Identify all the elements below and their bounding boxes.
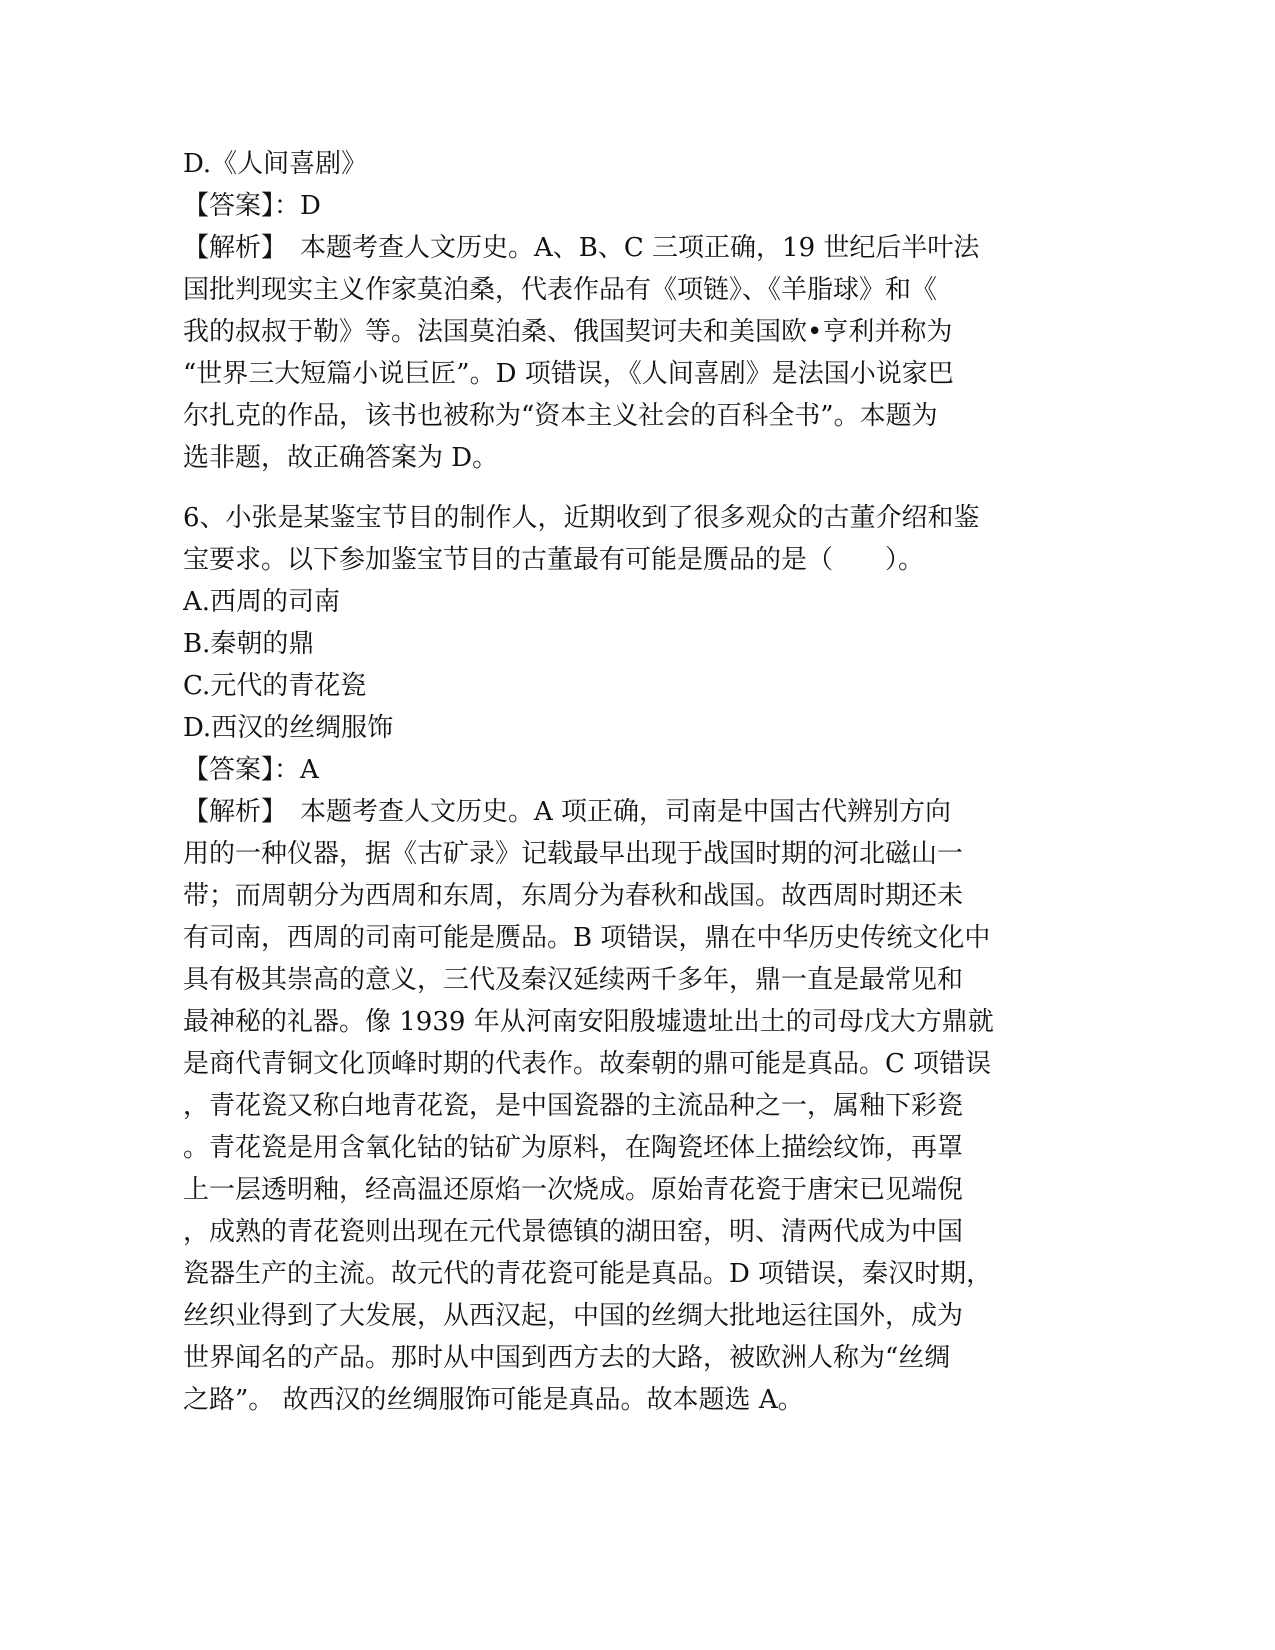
question-spacer: [183, 479, 1043, 497]
q6-option-d: D.西汉的丝绸服饰: [183, 713, 394, 743]
analysis-line: 用的一种仪器，据《古矿录》记载最早出现于战国时期的河北磁山一: [183, 839, 964, 869]
analysis-line: 选非题，故正确答案为 D。: [183, 443, 499, 473]
q6-stem: [183, 497, 1043, 581]
analysis-line: 【解析】 本题考查人文历史。A 项正确，司南是中国古代辨别方向: [183, 797, 952, 827]
analysis-line: 丝织业得到了大发展，从西汉起，中国的丝绸大批地运往国外，成为: [183, 1301, 964, 1331]
q5-option-d: D.《人间喜剧》: [183, 149, 368, 179]
analysis-line: 国批判现实主义作家莫泊桑，代表作品有《项链》、《羊脂球》和《: [183, 275, 938, 305]
q6-analysis: [183, 791, 1043, 1421]
question-stem-line: 宝要求。以下参加鉴宝节目的古董最有可能是赝品的是（ ）。: [183, 545, 925, 575]
q5-analysis: [183, 227, 1043, 479]
question-stem-line: 6、小张是某鉴宝节目的制作人，近期收到了很多观众的古董介绍和鉴: [183, 503, 980, 533]
analysis-line: “世界三大短篇小说巨匠”。D 项错误，《人间喜剧》是法国小说家巴: [183, 359, 954, 389]
analysis-line: 我的叔叔于勒》等。法国莫泊桑、俄国契诃夫和美国欧•亨利并称为: [183, 317, 953, 347]
analysis-line: 带；而周朝分为西周和东周，东周分为春秋和战国。故西周时期还未: [183, 881, 964, 911]
analysis-line: 瓷器生产的主流。故元代的青花瓷可能是真品。D 项错误，秦汉时期，: [183, 1259, 993, 1289]
analysis-line: ，青花瓷又称白地青花瓷，是中国瓷器的主流品种之一，属釉下彩瓷: [183, 1091, 964, 1121]
analysis-line: 是商代青铜文化顶峰时期的代表作。故秦朝的鼎可能是真品。C 项错误: [183, 1049, 992, 1079]
q6-option-b: B.秦朝的鼎: [183, 629, 315, 659]
analysis-line: 【解析】 本题考查人文历史。A、B、C 三项正确，19 世纪后半叶法: [183, 233, 980, 263]
analysis-line: 具有极其崇高的意义，三代及秦汉延续两千多年，鼎一直是最常见和: [183, 965, 964, 995]
q5-answer: 【答案】：D: [183, 191, 321, 221]
analysis-line: 有司南，西周的司南可能是赝品。B 项错误，鼎在中华历史传统文化中: [183, 923, 991, 953]
analysis-line: 。青花瓷是用含氧化钴的钴矿为原料，在陶瓷坯体上描绘纹饰，再罩: [183, 1133, 964, 1163]
document-page: [183, 143, 1043, 1421]
q6-answer: 【答案】：A: [183, 755, 319, 785]
q6-option-c: C.元代的青花瓷: [183, 671, 367, 701]
analysis-line: 之路”。 故西汉的丝绸服饰可能是真品。故本题选 A。: [183, 1385, 804, 1415]
analysis-line: ，成熟的青花瓷则出现在元代景德镇的湖田窑，明、清两代成为中国: [183, 1217, 964, 1247]
analysis-line: 上一层透明釉，经高温还原焰一次烧成。原始青花瓷于唐宋已见端倪: [183, 1175, 964, 1205]
q6-option-a: A.西周的司南: [183, 587, 341, 617]
analysis-line: 尔扎克的作品，该书也被称为“资本主义社会的百科全书”。本题为: [183, 401, 938, 431]
q6-options: [183, 581, 1043, 749]
analysis-line: 最神秘的礼器。像 1939 年从河南安阳殷墟遗址出土的司母戊大方鼎就: [183, 1007, 994, 1037]
analysis-line: 世界闻名的产品。那时从中国到西方去的大路，被欧洲人称为“丝绸: [183, 1343, 951, 1373]
